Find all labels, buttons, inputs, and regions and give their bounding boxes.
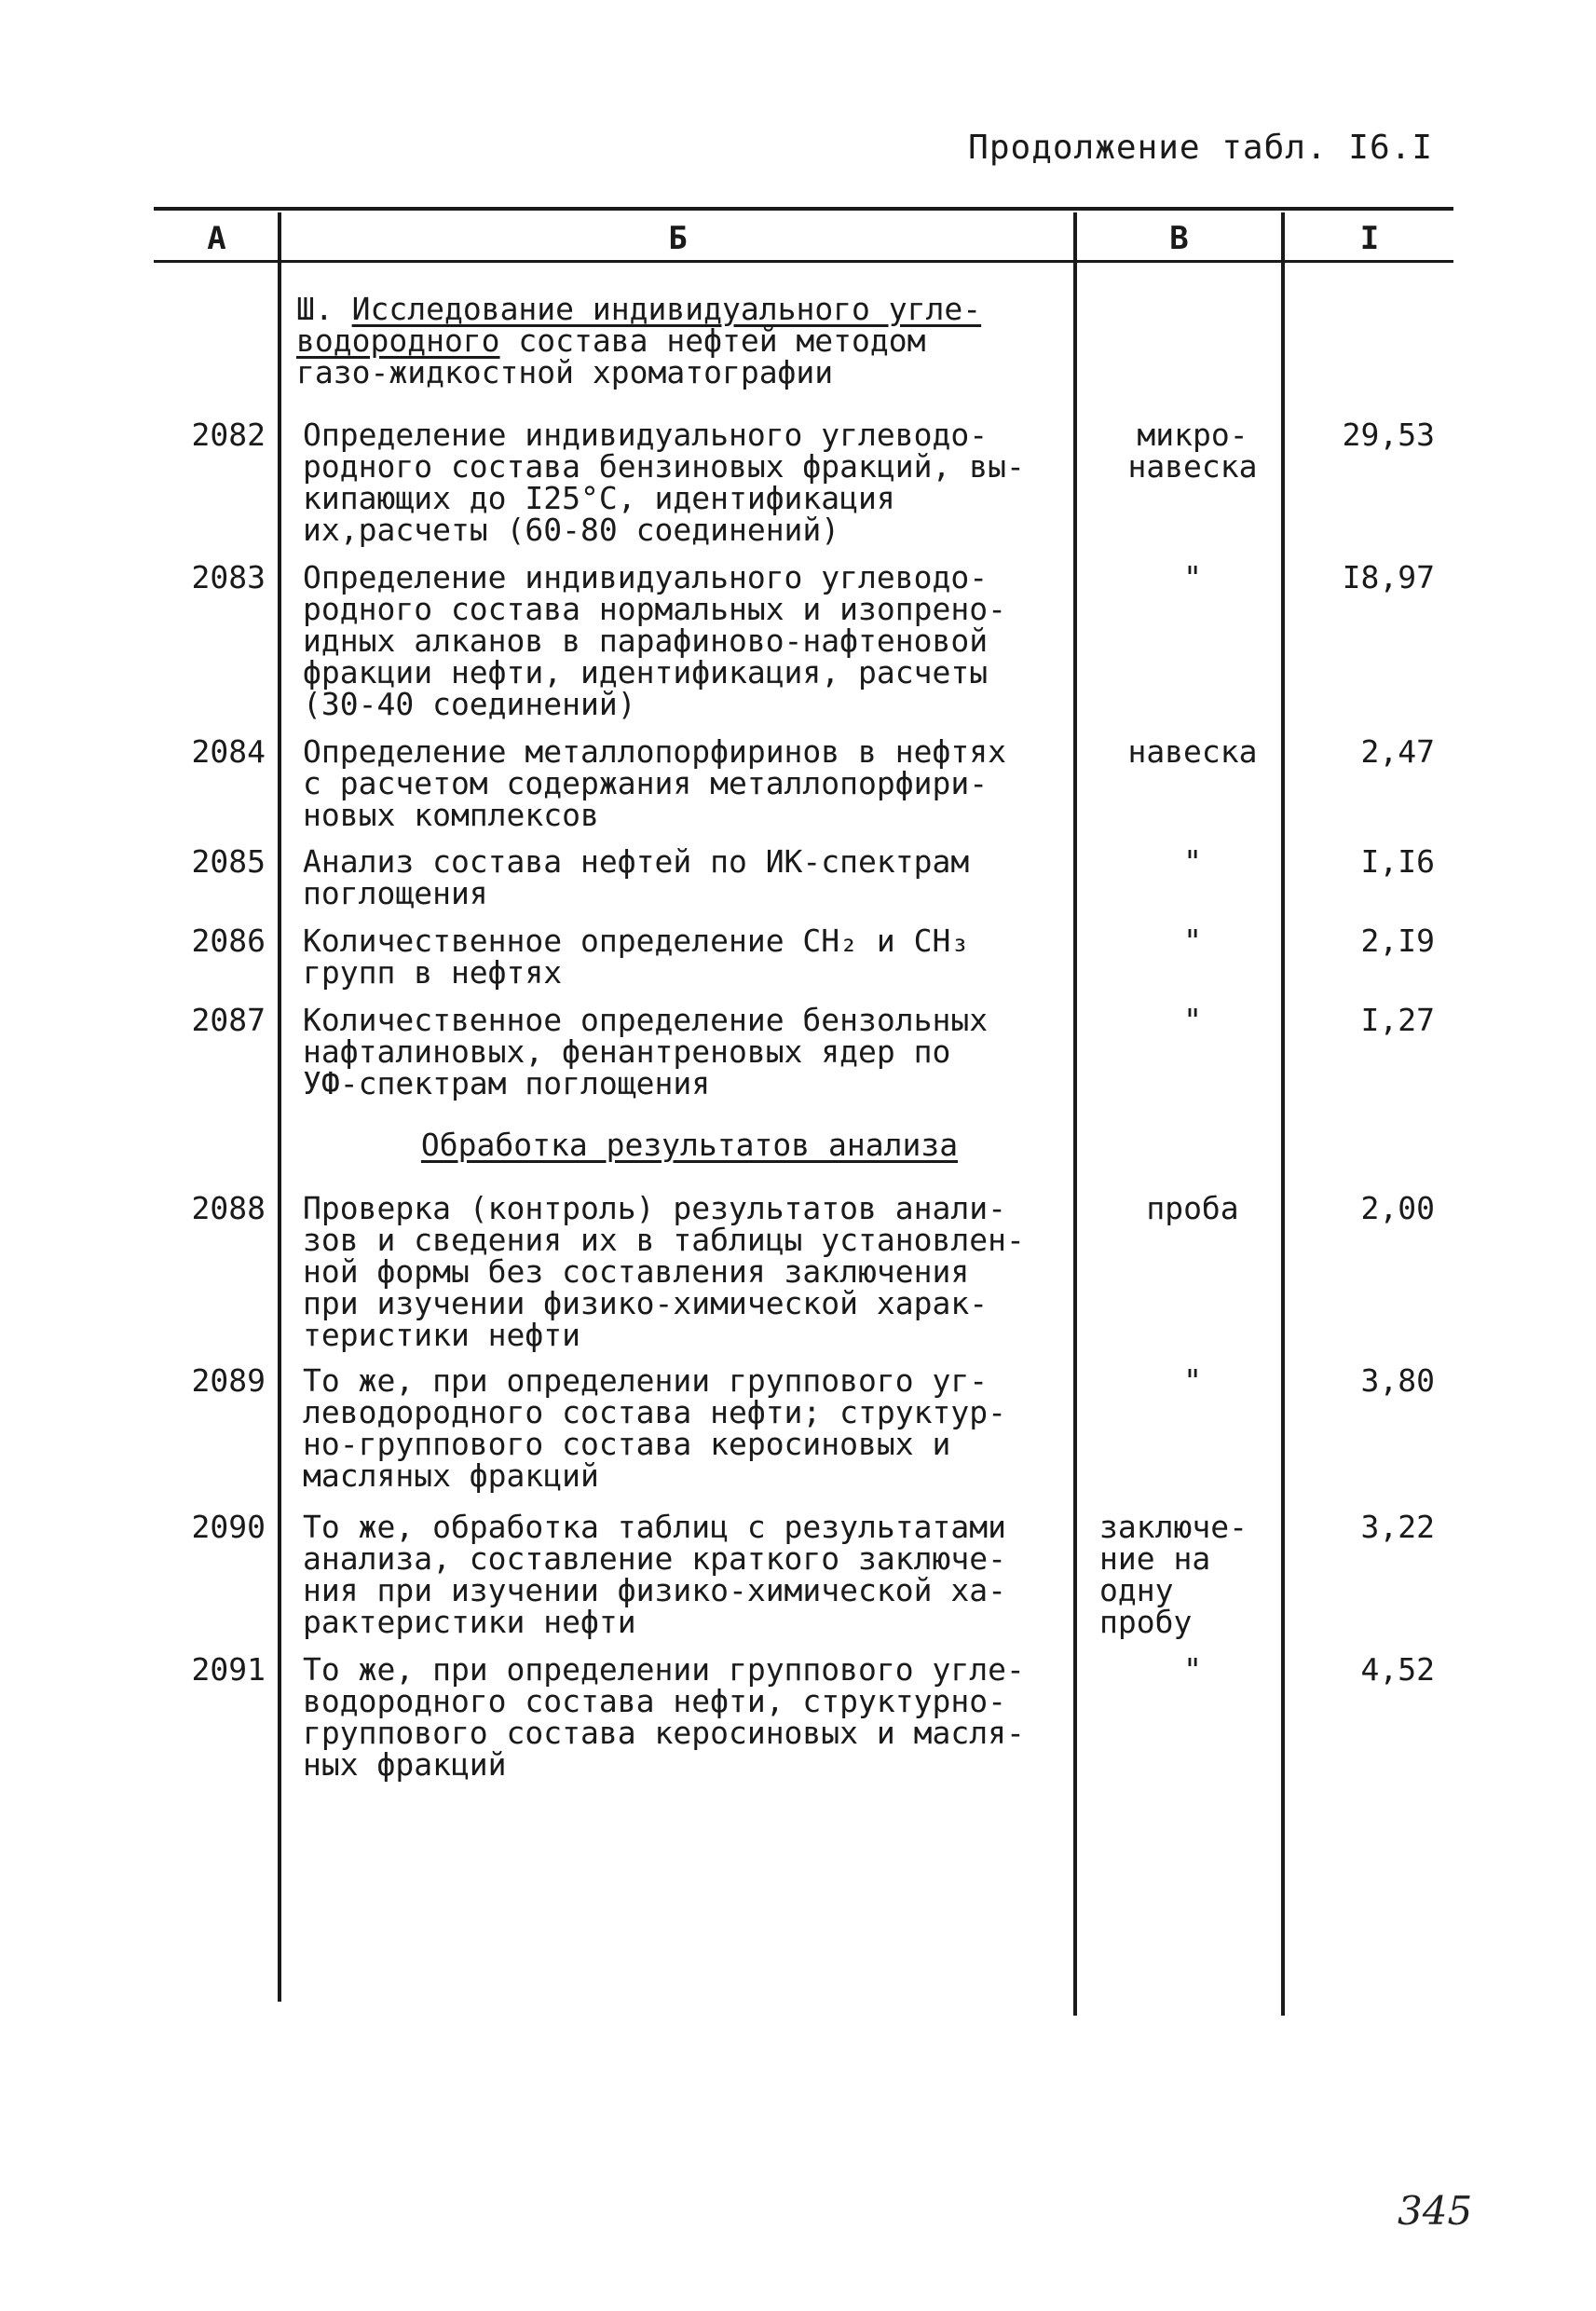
header-col-v: В (1169, 220, 1189, 257)
row-value: 3,22 (1360, 1509, 1435, 1545)
row-description: Количественное определение CH₂ и CH₃ групп в нефтях (303, 923, 970, 991)
row-value: I,I6 (1360, 843, 1435, 880)
row-description: То же, при определении группового уг- леводородного состава нефти; структур- но-группового состава керосиновых и масляных фракций (303, 1362, 1006, 1494)
row-code: 2087 (191, 1002, 266, 1038)
row-value: I8,97 (1342, 559, 1435, 595)
row-code: 2090 (191, 1509, 266, 1545)
table-header-bottom-rule (154, 260, 1453, 263)
section-heading-processing (303, 1129, 1076, 1161)
section-heading-text (296, 291, 1070, 390)
section-title-rest: состава нефтей методом газо-жидкостной хроматографии (296, 322, 926, 390)
column-rule-a-b (278, 212, 281, 2002)
row-code: 2082 (191, 417, 266, 453)
row-value: 4,52 (1360, 1651, 1435, 1688)
row-code: 2086 (191, 923, 266, 959)
row-value: I,27 (1360, 1002, 1435, 1038)
table-top-rule (154, 207, 1453, 211)
row-description: То же, обработка таблиц с результатами анализа, составление краткого заключе- ния при изучении физико-химической ха- рактеристики нефти (303, 1509, 1006, 1640)
header-col-a: А (207, 220, 226, 257)
row-value: 2,I9 (1360, 923, 1435, 959)
row-code: 2084 (191, 733, 266, 770)
row-unit: " (1183, 1002, 1202, 1038)
row-code: 2083 (191, 559, 266, 595)
row-unit: навеска (1127, 733, 1258, 770)
section-heading-processing-text: Обработка результатов анализа (420, 1127, 959, 1163)
table-caption: Продолжение табл. I6.I (968, 129, 1433, 167)
row-description: Количественное определение бензольных нафталиновых, фенантреновых ядер по УФ-спектрам поглощения (303, 1002, 989, 1101)
row-description: Определение индивидуального углеводо- родного состава бензиновых фракций, вы- кипающих до I25°С, идентификация их,расчеты (60-80 соединений) (303, 417, 1025, 548)
row-unit: микро- навеска (1127, 417, 1258, 485)
row-unit: " (1183, 843, 1202, 880)
row-description: Анализ состава нефтей по ИК-спектрам поглощения (303, 843, 970, 911)
row-code: 2088 (191, 1190, 266, 1226)
row-value: 29,53 (1342, 417, 1435, 453)
row-unit: " (1183, 923, 1202, 959)
row-value: 2,47 (1360, 733, 1435, 770)
row-code: 2089 (191, 1362, 266, 1399)
row-unit: заключе- ние на одну пробу (1099, 1509, 1248, 1640)
row-unit: " (1183, 1362, 1202, 1399)
page-number: 345 (1398, 2188, 1473, 2234)
row-description: Проверка (контроль) результатов анали- зов и сведения их в таблицы установлен- ной формы без составления заключения при изучении физико-химической харак- теристики нефти (303, 1190, 1025, 1353)
row-code: 2091 (191, 1651, 266, 1688)
row-description: Определение металлопорфиринов в нефтях с расчетом содержания металлопорфири- новых комплексов (303, 733, 1006, 833)
section-roman-numeral: Ш. (296, 291, 334, 327)
row-value: 2,00 (1360, 1190, 1435, 1226)
row-code: 2085 (191, 843, 266, 880)
row-unit: проба (1146, 1190, 1239, 1226)
row-unit: " (1183, 559, 1202, 595)
header-col-i: I (1359, 220, 1380, 257)
header-col-b: Б (668, 220, 688, 257)
section-title-underlined: Исследование индивидуального угле- водородного (296, 291, 982, 359)
row-value: 3,80 (1360, 1362, 1435, 1399)
column-rule-v-i (1281, 212, 1285, 2016)
row-description: Определение индивидуального углеводо- родного состава нормальных и изопрено- идных алканов в парафиново-нафтеновой фракции нефти, идентификация, расчеты (30-40 соединений) (303, 559, 1006, 722)
row-description: То же, при определении группового угле- водородного состава нефти, структурно- группового состава керосиновых и масля- ных фракций (303, 1651, 1025, 1783)
row-unit: " (1183, 1651, 1202, 1688)
